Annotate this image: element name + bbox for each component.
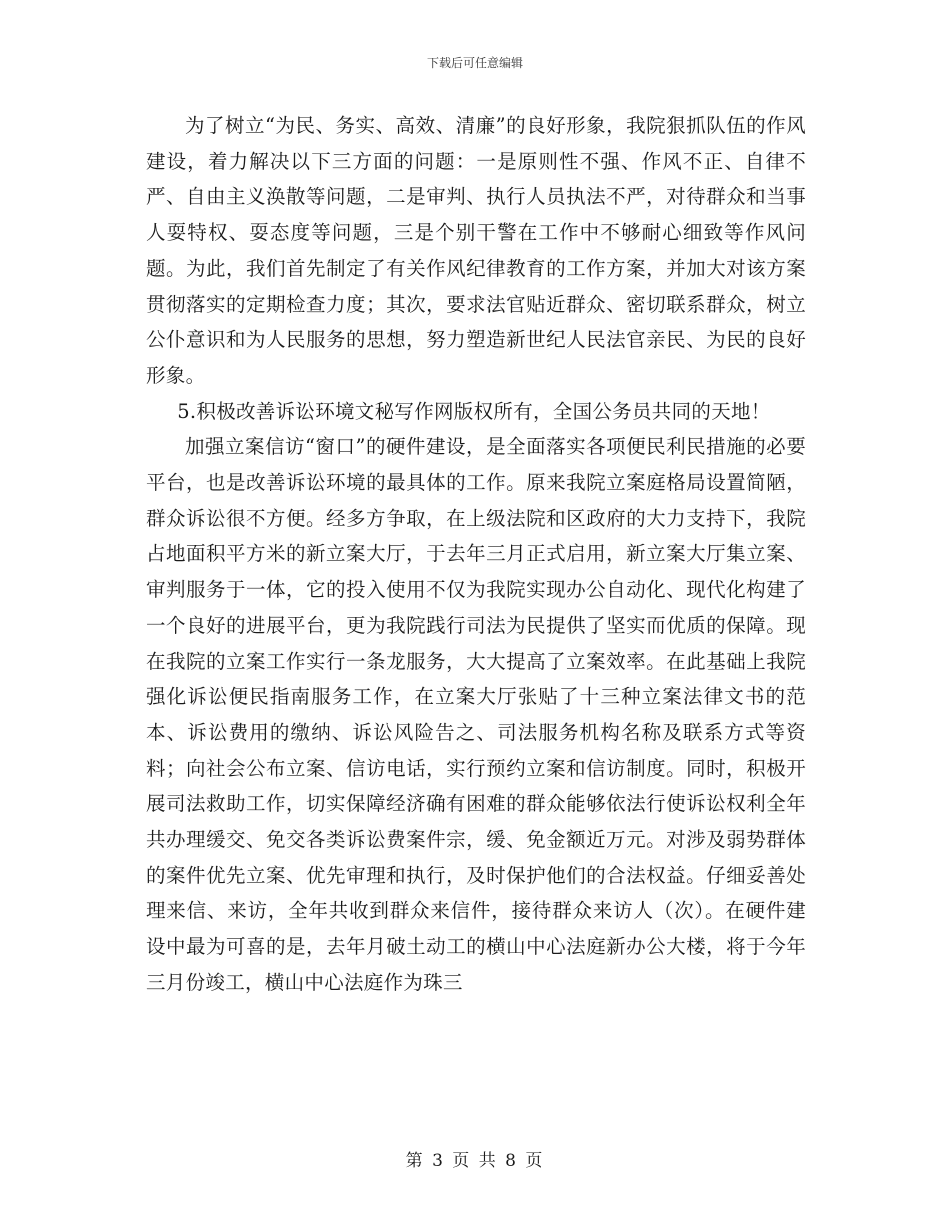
paragraph-work-style: 为了树立“为民、务实、高效、清廉”的良好形象，我院狠抓队伍的作风建设，着力解决以下三方面的问题：一是原则性不强、作风不正、自律不严、自由主义涣散等问题，二是审判、执行人员执法不严，对待群众和当事人耍特权、耍态度等问题，三是个别干警在工作中不够耐心细致等作风问题。为此，我们首先制定了有关作风纪律教育的工作方案，并加大对该方案贯彻落实的定期检查力度；其次，要求法官贴近群众、密切联系群众，树立公仆意识和为人民服务的思想，努力塑造新世纪人民法官亲民、为民的良好形象。	[146, 114, 806, 387]
page-number: 第 3 页 共 8 页	[405, 1151, 545, 1171]
paragraph-filing-hall: 加强立案信访“窗口”的硬件建设，是全面落实各项便民利民措施的必要平台，也是改善诉讼环境的最具体的工作。原来我院立案庭格局设置简陋，群众诉讼很不方便。经多方争取，在上级法院和区政府的大力支持下，我院占地面积平方米的新立案大厅，于去年三月正式启用，新立案大厅集立案、审判服务于一体，它的投入使用不仅为我院实现办公自动化、现代化构建了一个良好的进展平台，更为我院践行司法为民提供了坚实而优质的保障。现在我院的立案工作实行一条龙服务，大大提高了立案效率。在此基础上我院强化诉讼便民指南服务工作，在立案大厅张贴了十三种立案法律文书的范本、诉讼费用的缴纳、诉讼风险告之、司法服务机构名称及联系方式等资料；向社会公布立案、信访电话，实行预约立案和信访制度。同时，积极开展司法救助工作，切实保障经济确有困难的群众能够依法行使诉讼权利全年共办理缓交、免交各类诉讼费案件宗，缓、免金额近万元。对涉及弱势群体的案件优先立案、优先审理和执行，及时保护他们的合法权益。仔细妥善处理来信、来访，全年共收到群众来信件，接待群众来访人（次）。在硬件建设中最为可喜的是，去年月破土动工的横山中心法庭新办公大楼，将于今年三月份竣工，横山中心法庭作为珠三	[146, 435, 806, 994]
header-note: 下载后可任意编辑	[426, 56, 523, 70]
paragraph-section-heading: 5.积极改善诉讼环境文秘写作网版权所有，全国公务员共同的天地！	[177, 399, 771, 423]
document-body	[146, 108, 806, 1001]
